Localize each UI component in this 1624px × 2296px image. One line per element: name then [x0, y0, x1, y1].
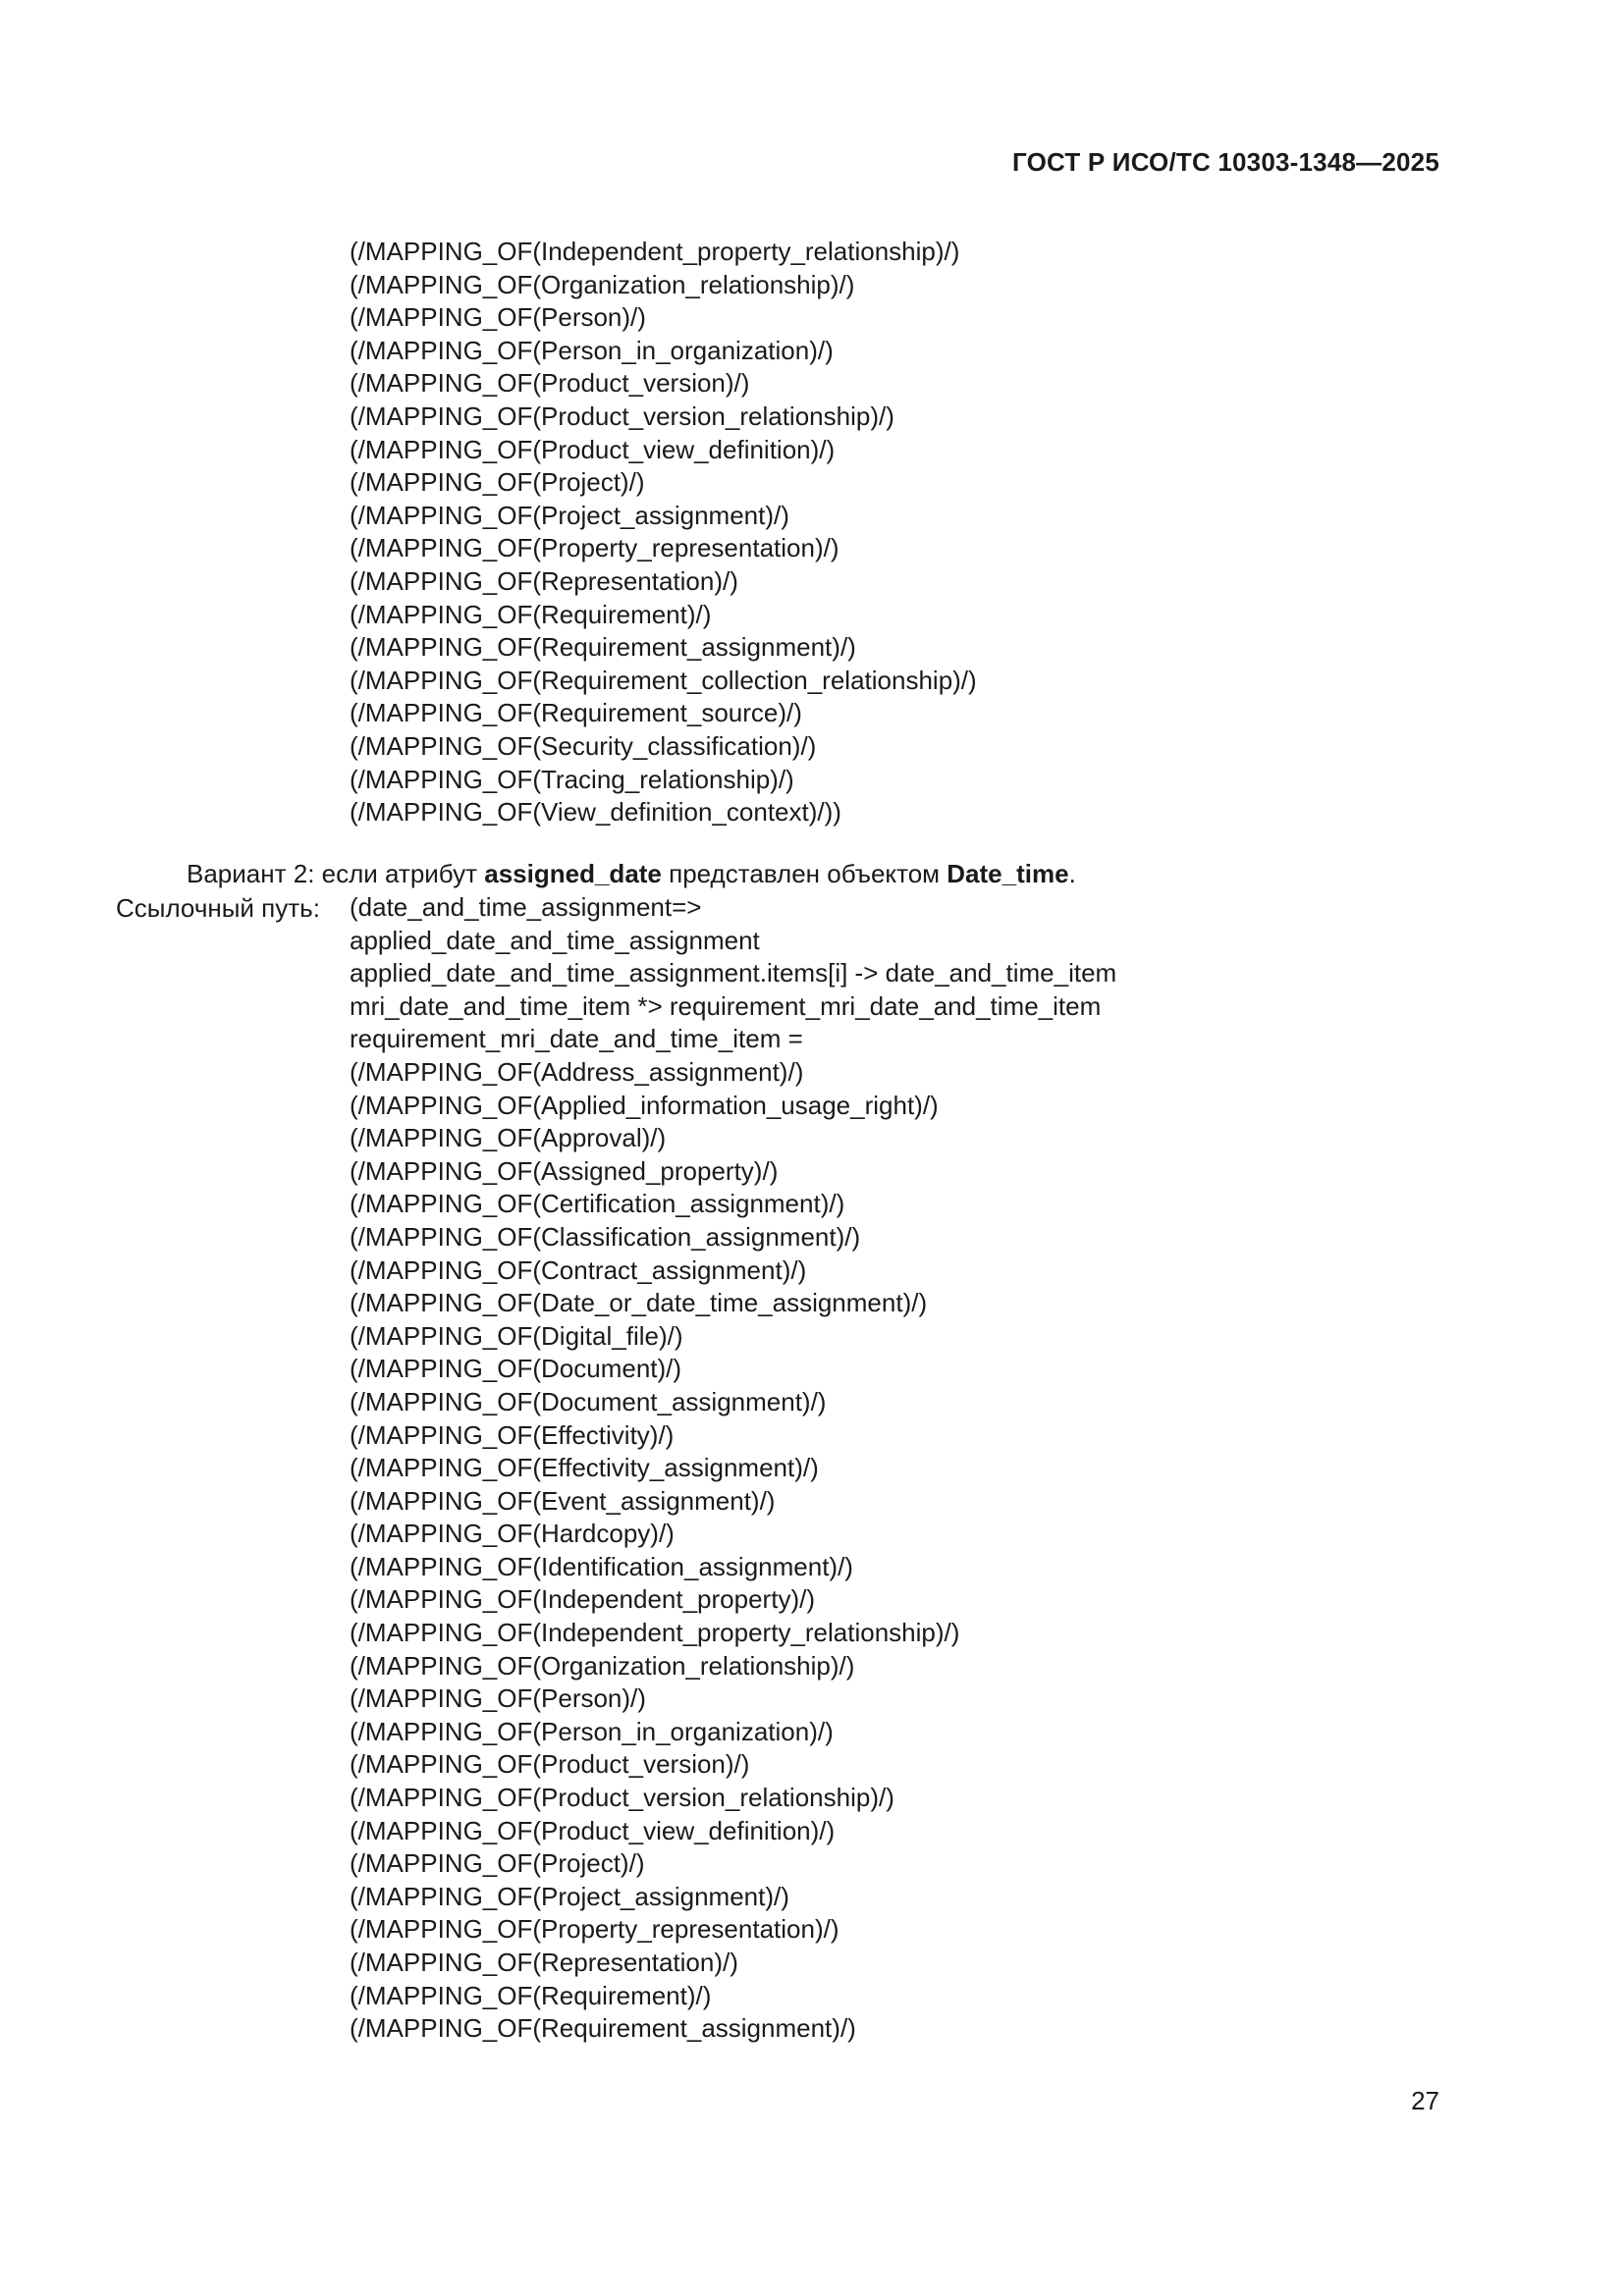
- code-line: (/MAPPING_OF(Event_assignment)/): [350, 1485, 776, 1516]
- code-line: (/MAPPING_OF(Person)/): [350, 302, 646, 333]
- code-line: (/MAPPING_OF(Product_version)/): [350, 368, 750, 399]
- code-line: (/MAPPING_OF(Document)/): [350, 1354, 682, 1384]
- variant-object: Date_time: [947, 859, 1069, 888]
- code-line: (/MAPPING_OF(Assigned_property)/): [350, 1155, 779, 1186]
- code-line: (/MAPPING_OF(Effectivity_assignment)/): [350, 1453, 819, 1483]
- code-line: (/MAPPING_OF(Product_version_relationship)/): [350, 400, 894, 431]
- code-line: (/MAPPING_OF(Security_classification)/): [350, 730, 817, 761]
- code-line: (/MAPPING_OF(Independent_property_relationship)/): [350, 1618, 960, 1648]
- code-line: applied_date_and_time_assignment.items[i] -> date_and_time_item: [350, 958, 1117, 988]
- code-line: (date_and_time_assignment=>: [350, 892, 702, 922]
- code-line: (/MAPPING_OF(Requirement)/): [350, 599, 712, 629]
- code-line: (/MAPPING_OF(Person_in_organization)/): [350, 1716, 834, 1746]
- code-line: (/MAPPING_OF(Property_representation)/): [350, 1914, 839, 1945]
- code-line: (/MAPPING_OF(Organization_relationship)/): [350, 269, 855, 299]
- code-line: (/MAPPING_OF(Representation)/): [350, 1948, 738, 1977]
- variant-middle: представлен объектом: [661, 859, 947, 888]
- code-line: (/MAPPING_OF(Product_version)/): [350, 1749, 750, 1780]
- reference-path-list: [350, 891, 1116, 2046]
- code-line: (/MAPPING_OF(Requirement_assignment)/): [350, 632, 856, 663]
- code-line: requirement_mri_date_and_time_item =: [350, 1024, 803, 1054]
- code-line: (/MAPPING_OF(Date_or_date_time_assignment)/): [350, 1288, 928, 1318]
- code-line: (/MAPPING_OF(Project_assignment)/): [350, 1881, 789, 1911]
- code-line: (/MAPPING_OF(Digital_file)/): [350, 1320, 683, 1351]
- variant-2-heading: [187, 857, 1076, 890]
- code-line: (/MAPPING_OF(Project_assignment)/): [350, 500, 789, 530]
- variant-prefix: Вариант 2: если атрибут: [187, 859, 485, 888]
- page-number: 27: [1411, 2086, 1439, 2115]
- code-line: (/MAPPING_OF(Project)/): [350, 467, 645, 498]
- code-line: (/MAPPING_OF(Hardcopy)/): [350, 1519, 675, 1549]
- mapping-list-continued: [350, 236, 977, 829]
- code-line: (/MAPPING_OF(Representation)/): [350, 565, 738, 596]
- code-line: (/MAPPING_OF(Requirement)/): [350, 1980, 712, 2010]
- code-line: (/MAPPING_OF(Approval)/): [350, 1123, 667, 1153]
- code-line: (/MAPPING_OF(Identification_assignment)/): [350, 1551, 853, 1581]
- code-line: (/MAPPING_OF(Contract_assignment)/): [350, 1255, 807, 1285]
- code-line: (/MAPPING_OF(Independent_property)/): [350, 1584, 815, 1615]
- code-line: (/MAPPING_OF(Product_view_definition)/): [350, 434, 836, 464]
- code-line: applied_date_and_time_assignment: [350, 925, 760, 955]
- code-line: (/MAPPING_OF(Product_version_relationship)/): [350, 1783, 894, 1813]
- code-line: (/MAPPING_OF(Project)/): [350, 1848, 645, 1879]
- code-line: (/MAPPING_OF(Person_in_organization)/): [350, 335, 834, 365]
- code-line: (/MAPPING_OF(Property_representation)/): [350, 533, 839, 563]
- code-line: (/MAPPING_OF(Product_view_definition)/): [350, 1815, 836, 1845]
- code-line: (/MAPPING_OF(Requirement_collection_relationship)/): [350, 665, 977, 695]
- code-line: (/MAPPING_OF(Tracing_relationship)/): [350, 764, 794, 794]
- variant-attribute: assigned_date: [484, 859, 662, 888]
- code-line: (/MAPPING_OF(View_definition_context)/)): [350, 797, 841, 828]
- code-line: (/MAPPING_OF(Organization_relationship)/): [350, 1650, 855, 1681]
- code-line: (/MAPPING_OF(Document_assignment)/): [350, 1386, 827, 1416]
- code-line: (/MAPPING_OF(Requirement_assignment)/): [350, 2013, 856, 2044]
- document-header: ГОСТ Р ИСО/ТС 10303-1348—2025: [1011, 147, 1439, 177]
- code-line: (/MAPPING_OF(Classification_assignment)/): [350, 1221, 861, 1252]
- code-line: (/MAPPING_OF(Effectivity)/): [350, 1419, 675, 1450]
- code-line: mri_date_and_time_item *> requirement_mri_date_and_time_item: [350, 990, 1102, 1021]
- reference-path-label: Ссылочный путь:: [116, 893, 320, 923]
- code-line: (/MAPPING_OF(Independent_property_relationship)/): [350, 237, 960, 266]
- code-line: (/MAPPING_OF(Person)/): [350, 1683, 646, 1714]
- code-line: (/MAPPING_OF(Address_assignment)/): [350, 1056, 804, 1087]
- variant-suffix: .: [1068, 859, 1076, 888]
- code-line: (/MAPPING_OF(Requirement_source)/): [350, 698, 802, 728]
- code-line: (/MAPPING_OF(Certification_assignment)/): [350, 1189, 845, 1219]
- code-line: (/MAPPING_OF(Applied_information_usage_right)/): [350, 1090, 939, 1120]
